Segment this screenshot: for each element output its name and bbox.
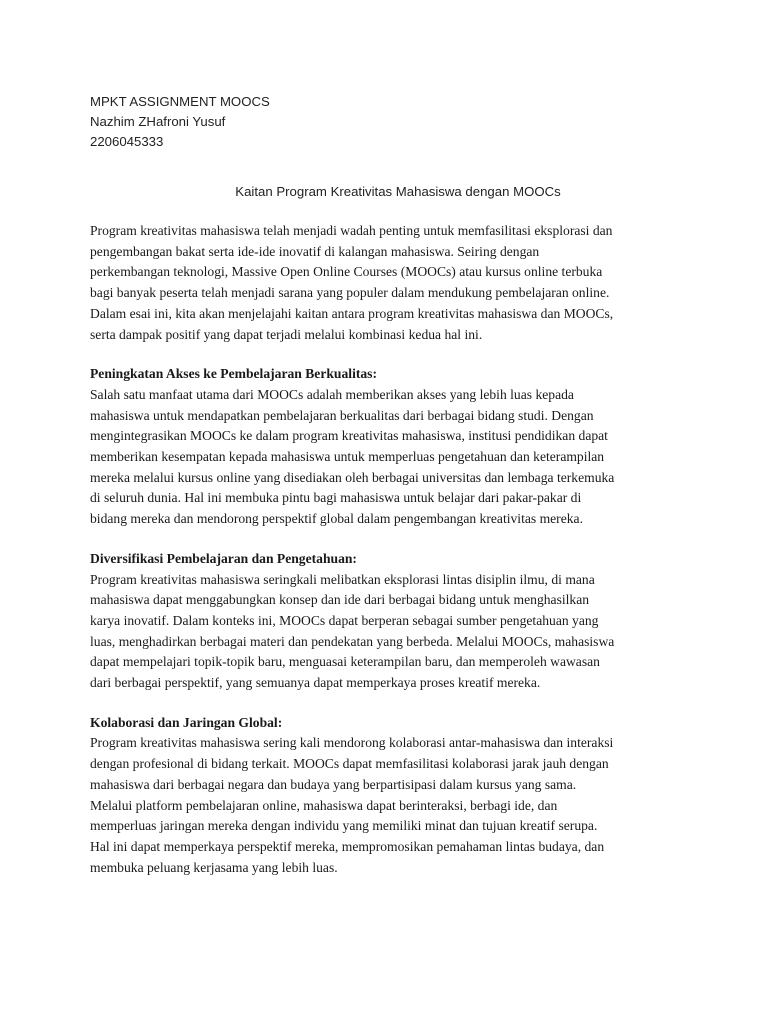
paragraph-line: bagi banyak peserta telah menjadi sarana yang populer dalam mendukung pembelajaran online. [90, 285, 610, 301]
student-id: 2206045333 [90, 134, 164, 149]
section-diversification [90, 549, 690, 694]
paragraph-line: perkembangan teknologi, Massive Open Online Courses (MOOCs) atau kursus online terbuka [90, 264, 603, 280]
paragraph-line: Program kreativitas mahasiswa sering kali mendorong kolaborasi antar-mahasiswa dan interaksi [90, 735, 614, 751]
paragraph-line: mengintegrasikan MOOCs ke dalam program kreativitas mahasiswa, institusi pendidikan dapat [90, 428, 608, 444]
paragraph-line: mahasiswa dapat menggabungkan konsep dan ide dari berbagai bidang untuk menghasilkan [90, 592, 590, 608]
paragraph-line: Salah satu manfaat utama dari MOOCs adalah memberikan akses yang lebih luas kepada [90, 386, 574, 402]
paragraph-line: memberikan kesempatan kepada mahasiswa untuk memperluas pengetahuan dan keterampilan [90, 449, 605, 465]
paragraph-line: bidang mereka dan mendorong perspektif global dalam pengembangan kreativitas mereka. [90, 511, 583, 527]
paragraph-line: dari berbagai perspektif, yang semuanya dapat memperkaya proses kreatif mereka. [90, 675, 541, 691]
paragraph-line: karya inovatif. Dalam konteks ini, MOOCs dapat berperan sebagai sumber pengetahuan yang [90, 612, 599, 628]
paragraph-line: Program kreativitas mahasiswa telah menjadi wadah penting untuk memfasilitasi eksplorasi dan [90, 223, 613, 238]
document-title: Kaitan Program Kreativitas Mahasiswa dengan MOOCs [235, 184, 561, 199]
paragraph-line: mereka melalui kursus online yang disediakan oleh berbagai universitas dan lembaga terkemuka [90, 469, 615, 485]
document-header [90, 92, 690, 152]
intro-paragraph [90, 221, 690, 345]
section-heading: Peningkatan Akses ke Pembelajaran Berkualitas: [90, 366, 377, 382]
paragraph-line: Dalam esai ini, kita akan menjelajahi kaitan antara program kreativitas mahasiswa dan MOOCs, [90, 305, 614, 321]
paragraph-line: Program kreativitas mahasiswa seringkali melibatkan eksplorasi lintas disiplin ilmu, di mana [90, 571, 595, 587]
section-access [90, 364, 690, 530]
paragraph-line: Hal ini dapat memperkaya perspektif mereka, mempromosikan pemahaman lintas budaya, dan [90, 838, 605, 854]
section-heading: Diversifikasi Pembelajaran dan Pengetahuan: [90, 550, 357, 566]
paragraph-line: mahasiswa untuk mendapatkan pembelajaran berkualitas dari berbagai bidang studi. Dengan [90, 407, 594, 423]
section-collaboration [90, 713, 690, 879]
paragraph-line: memperluas jaringan mereka dengan individu yang memiliki minat dan tujuan kreatif serupa. [90, 818, 598, 834]
paragraph-line: serta dampak positif yang dapat terjadi melalui kombinasi kedua hal ini. [90, 326, 483, 342]
paragraph-line: luas, menghadirkan berbagai materi dan pendekatan yang berbeda. Melalui MOOCs, mahasiswa [90, 633, 615, 649]
paragraph-line: dapat mempelajari topik-topik baru, menguasai keterampilan baru, dan memperoleh wawasan [90, 654, 600, 670]
paragraph-line: membuka peluang kerjasama yang lebih luas. [90, 859, 338, 875]
assignment-label: MPKT ASSIGNMENT MOOCS [90, 94, 270, 109]
document-page [90, 92, 690, 878]
paragraph-line: mahasiswa dari berbagai negara dan budaya yang berpartisipasi dalam kursus yang sama. [90, 776, 577, 792]
paragraph-line: pengembangan bakat serta ide-ide inovatif di kalangan mahasiswa. Seiring dengan [90, 243, 540, 259]
section-heading: Kolaborasi dan Jaringan Global: [90, 714, 283, 730]
paragraph-line: di seluruh dunia. Hal ini membuka pintu bagi mahasiswa untuk belajar dari pakar-pakar di [90, 490, 582, 506]
paragraph-line: Melalui platform pembelajaran online, mahasiswa dapat berinteraksi, berbagi ide, dan [90, 797, 558, 813]
author-name: Nazhim ZHafroni Yusuf [90, 114, 226, 129]
paragraph-line: dengan profesional di bidang terkait. MOOCs dapat memfasilitasi kolaborasi jarak jauh dengan [90, 756, 609, 772]
